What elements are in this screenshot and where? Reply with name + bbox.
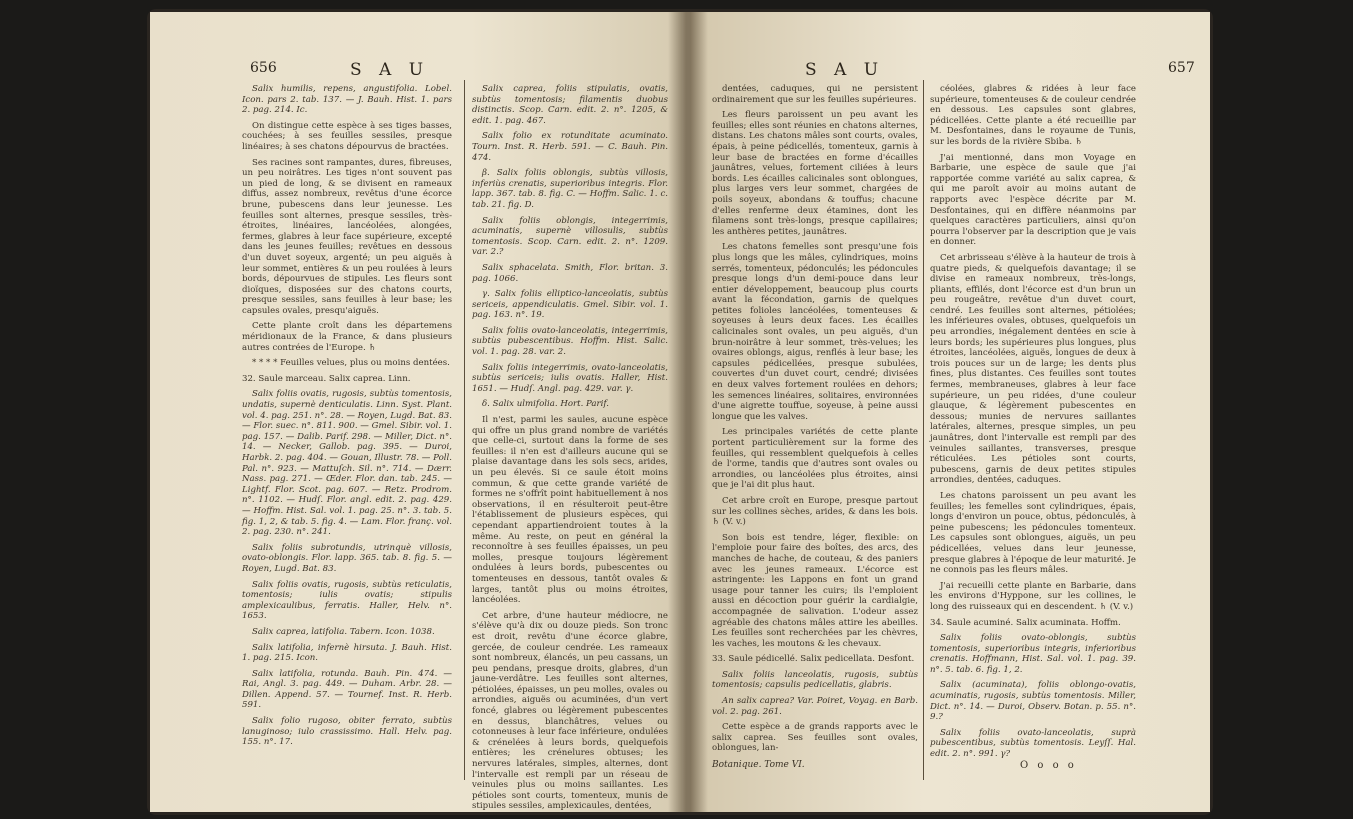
paragraph: 34. Saule acuminé. Salix acuminata. Hoffm. bbox=[930, 617, 1121, 628]
paragraph: Salix sphacelata. Smith, Flor. britan. 3. pag. 1066. bbox=[472, 262, 668, 284]
paragraph: An salix caprea? Var. Poiret, Voyag. en Barb. vol. 2. pag. 261. bbox=[712, 696, 918, 717]
paragraph: 32. Saule marceau. Salix caprea. Linn. bbox=[242, 373, 411, 384]
paragraph: Cette espèce a de grands rapports avec le salix caprea. Ses feuilles sont ovales, oblongues, lan- bbox=[712, 722, 918, 754]
paragraph: Les chatons femelles sont presqu'une fois plus longs que les mâles, cylindriques, moins serrés, tomenteux, pédonculés; les pédoncules presque longs d'un demi-pouce dans leur entier développement, beaucoup plus courts avant la fécondation, garnis de quelques petites folioles lancéolées, tomenteuses & soyeuses à leurs deux faces. Les écailles calicinales sont ovales, un peu aiguës, d'un brun-noirâtre à leur sommet, très-velues; les ovaires oblongs, aigus, renflés à leur base; les capsules pédicellées, presque subulées, couvertes d'un duvet court, cendré; divisées en deux valves fortement roulées en dehors; les semences linéaires, solitaires, environnées d'une aigrette touffue, soyeuse, à peine aussi longue que les valves. bbox=[712, 242, 918, 422]
paragraph: On distingue cette espèce à ses tiges basses, couchées; à ses feuilles sessiles, presque linéaires; à ses chatons dépourvus de bractées. bbox=[242, 120, 452, 152]
paragraph: Il n'est, parmi les saules, aucune espèce qui offre un plus grand nombre de variétés que celle-ci, surtout dans la forme de ses feuilles: il n'en est d'ailleurs aucune qui se plaise davantage dans les sols secs, arides, un peu élevés. Si ce saule étoit moins commun, & que cette grande variété de formes ne s'offrît point habituellement à nos observations, il en résulteroit peut-être l'établissement de plusieurs espèces, qui cependant appartiendroient toutes à la même. Au reste, on peut en général la reconnoître à ses feuilles épaisses, un peu molles, presque toujours légèrement ondulées à leurs bords, pubescentes ou tomenteuses en dessous, tantôt ovales & larges, tantôt plus ou moins étroites, lancéolées. bbox=[472, 415, 668, 606]
paragraph: Cet arbre croît en Europe, presque partout sur les collines sèches, arides, & dans les bois. ♄ (V. v.) bbox=[712, 495, 918, 528]
paragraph: Salix caprea, latifolia. Tabern. Icon. 1038. bbox=[252, 626, 435, 637]
paragraph: J'ai recueilli cette plante en Barbarie, dans les environs d'Hyppone, sur les collines, le long des ruisseaux qui en descendent. ♄ (V. v.) bbox=[930, 580, 1136, 612]
right-page-number: 657 bbox=[1168, 60, 1195, 76]
paragraph: Salix humilis, repens, angustifolia. Lobel. Icon. pars 2. tab. 137. — J. Bauh. Hist. 1. pars 2. pag. 214. Ic. bbox=[242, 84, 452, 116]
paragraph: β. Salix foliis oblongis, subtùs villosis, inferiùs crenatis, superioribus integris. Flor. lapp. 367. tab. 8. fig. C. — Hoffm. Salic. 1. c. tab. 21. fig. D. bbox=[472, 168, 668, 210]
paragraph: Salix latifolia, rotunda. Bauh. Pin. 474. — Rai, Angl. 3. pag. 449. — Duham. Arbr. 28. — Dillen. Append. 57. — Tournef. Inst. R. Herb. 591. bbox=[242, 668, 452, 711]
paragraph: 33. Saule pédicellé. Salix pedicellata. Desfont. bbox=[712, 654, 915, 665]
open-book bbox=[150, 12, 1210, 812]
paragraph: Salix folio ex rotunditate acuminato. Tourn. Inst. R. Herb. 591. — C. Bauh. Pin. 474. bbox=[472, 131, 668, 163]
column-rule bbox=[464, 80, 465, 780]
paragraph: J'ai mentionné, dans mon Voyage en Barbarie, une espèce de saule que j'ai rapportée comme variété au salix caprea, & qui me paroît avoir au moins autant de rapports avec l'espèce décrite par M. Desfontaines, qui en diffère néanmoins par quelques caractères particuliers, ainsi qu'on pourra l'observer par la description que je vais en donner. bbox=[930, 152, 1136, 248]
paragraph: Salix folio rugoso, obiter ferrato, subtùs lanuginoso; iulo crassissimo. Hall. Helv. pag. 155. n°. 17. bbox=[242, 716, 452, 748]
paragraph: Salix foliis ovatis, rugosis, subtùs tomentosis, undatis, supernè denticulatis. Linn. Syst. Plant. vol. 4. pag. 251. n°. 28. — Royen, Lugd. Bat. 83. — Flor. suec. n°. 811. 900. — Gmel. Sibir. vol. 1. pag. 157. — Dalib. Parif. 298. — Miller, Dict. n°. 14. — Necker, Gallob. pag. 395. — Duroi, Harbk. 2. pag. 404. — Gouan, Illustr. 78. — Poll. Pal. n°. 923. — Mattuſch. Sil. n°. 714. — Dærr. Nass. pag. 271. — Œder. Flor. dan. tab. 245. — Lightf. Flor. Scot. pag. 607. — Retz. Prodrom. n°. 1102. — Hudſ. Flor. angl. edit. 2. pag. 429. — Hoffm. Hist. Sal. vol. 1. pag. 25. n°. 3. tab. 5. fig. 1, 2, & tab. 5. fig. 4. — Lam. Flor. franç. vol. 2. pag. 230. n°. 241. bbox=[242, 389, 452, 538]
paragraph: Salix foliis ovato-lanceolatis, integerrimis, subtùs pubescentibus. Hoffm. Hist. Salic. vol. 1. pag. 28. var. 2. bbox=[472, 325, 668, 358]
left-column-2 bbox=[472, 84, 668, 812]
left-page bbox=[150, 12, 682, 812]
signature-mark: O o o o bbox=[1020, 760, 1077, 771]
paragraph: Salix latifolia, infernè hirsuta. J. Bauh. Hist. 1. pag. 215. Icon. bbox=[242, 642, 452, 664]
paragraph: Les chatons paroissent un peu avant les feuilles; les femelles sont cylindriques, épais, longs d'environ un pouce, obtus, pédonculés, à peine pubescens; les pédoncules tomenteux. Les capsules sont oblongues, aiguës, un peu pédicellées, velues dans leur jeunesse, presque glabres à l'époque de leur maturité. Je ne connois pas les fleurs mâles. bbox=[930, 490, 1136, 576]
paragraph: Les principales variétés de cette plante portent particulièrement sur la forme des feuilles, qui ressemblent quelquefois à celles de l'orme, tandis que d'autres sont ovales ou arrondies, ou lancéolées plus étroites, ainsi que je l'ai dit plus haut. bbox=[712, 427, 918, 491]
right-column-2 bbox=[930, 84, 1136, 765]
paragraph: γ. Salix foliis elliptico-lanceolatis, subtùs sericeis, appendiculatis. Gmel. Sibir. vol. 1. pag. 163. n°. 19. bbox=[472, 289, 668, 321]
right-column-1 bbox=[712, 84, 918, 759]
paragraph: Salix foliis oblongis, integerrimis, acuminatis, supernè villosulis, subtùs tomentosis. Scop. Carn. edit. 2. n°. 1209. var. 2.? bbox=[472, 215, 668, 258]
paragraph: Salix foliis ovato-oblongis, subtùs tomentosis, superioribus integris, inferioribus crenatis. Hoffmann, Hist. Sal. vol. 1. pag. 39. n°. 5. tab. 6. fig. 1, 2. bbox=[930, 633, 1136, 675]
paragraph: Salix foliis ovato-lanceolatis, suprà pubescentibus, subtùs tomentosis. Leyſſ. Hal. edit. 2. n°. 991. γ? bbox=[930, 727, 1136, 760]
left-running-head: S A U bbox=[350, 60, 430, 80]
paragraph: Salix (acuminata), foliis oblongo-ovatis, acuminatis, rugosis, subtùs tomentosis. Miller, Dict. n°. 14. — Duroi, Observ. Botan. p. 55. n°. 9.? bbox=[930, 680, 1136, 723]
paragraph: Salix foliis subrotundis, utrinquè villosis, ovato-oblongis. Flor. lapp. 365. tab. 8. fig. 5. — Royen, Lugd. Bat. 83. bbox=[242, 542, 452, 574]
paragraph: Salix foliis integerrimis, ovato-lanceolatis, subtùs sericeis; iulis ovatis. Haller, Hist. 1651. — Hudſ. Angl. pag. 429. var. γ. bbox=[472, 362, 668, 394]
paragraph: Les fleurs paroissent un peu avant les feuilles; elles sont réunies en chatons alternes, distans. Les chatons mâles sont courts, ovales, épais, à peine pédicellés, tomenteux, garnis à leur base de bractées en forme d'écailles jaunâtres, velues, fortement ciliées à leurs bords. Les écailles calicinales sont oblongues, plus larges vers leur sommet, chargées de poils soyeux, abondans & touffus; chacune d'elles renferme deux étamines, dont les filamens sont très-longs, presque capillaires; les anthères petites, jaunâtres. bbox=[712, 110, 918, 237]
paragraph: Son bois est tendre, léger, flexible: on l'emploie pour faire des boîtes, des arcs, des manches de hache, de couteau, & des paniers avec les jeunes rameaux. L'écorce est astringente: les Lappons en font un grand usage pour tanner les cuirs; ils l'emploient aussi en décoction pour guérir la cardialgie, accompagnée de salivation. L'odeur assez agréable des chatons mâles attire les abeilles. Les feuilles sont recherchées par les chèvres, les vaches, les moutons & les chevaux. bbox=[712, 532, 918, 649]
paragraph: Ses racines sont rampantes, dures, fibreuses, un peu noirâtres. Les tiges n'ont souvent pas un pied de long, & se divisent en rameaux diffus, assez nombreux, revêtus d'une écorce brune, pubescens dans leur jeunesse. Les feuilles sont alternes, presque sessiles, très-étroites, linéaires, lancéolées, alongées, fermes, glabres à leur face supérieure, excepté dans les jeunes feuilles; revêtues en dessous d'un duvet soyeux, argenté; un peu aiguës à leur sommet, entières & un peu roulées à leurs bords, dépourvues de stipules. Les fleurs sont dioïques, disposées sur des chatons courts, presque sessiles, sans feuilles à leur base; les capsules ovales, presqu'aiguës. bbox=[242, 157, 452, 316]
right-running-head: S A U bbox=[805, 60, 885, 80]
paragraph: * * * * Feuilles velues, plus ou moins dentées. bbox=[252, 358, 450, 369]
left-page-number: 656 bbox=[250, 60, 277, 76]
volume-footer: Botanique. Tome VI. bbox=[712, 760, 805, 770]
paragraph: céolées, glabres & ridées à leur face supérieure, tomenteuses & de couleur cendrée en dessous. Les capsules sont glabres, pédicellées. Cette plante a été recueillie par M. Desfontaines, dans le royaume de Tunis, sur les bords de la rivière Sbiba. ♄ bbox=[930, 84, 1136, 147]
paragraph: δ. Salix ulmifolia. Hort. Parif. bbox=[482, 399, 610, 410]
right-page bbox=[690, 12, 1210, 812]
paragraph: Salix caprea, foliis stipulatis, ovatis, subtùs tomentosis; filamentis duobus distinctis. Scop. Carn. edit. 2. n°. 1205, & edit. 1. pag. 467. bbox=[472, 84, 668, 126]
paragraph: Salix foliis lanceolatis, rugosis, subtùs tomentosis; capsulis pedicellatis, glabris. bbox=[712, 669, 918, 691]
column-rule bbox=[923, 80, 924, 780]
paragraph: dentées, caduques, qui ne persistent ordinairement que sur les feuilles supérieures. bbox=[712, 84, 918, 105]
paragraph: Cette plante croît dans les départemens méridionaux de la France, & dans plusieurs autres contrées de l'Europe. ♄ bbox=[242, 321, 452, 353]
paragraph: Cet arbrisseau s'élève à la hauteur de trois à quatre pieds, & quelquefois davantage; il se divise en rameaux nombreux, très-longs, pliants, effilés, dont l'écorce est d'un brun un peu rougeâtre, revêtue d'un duvet court, cendré. Les feuilles sont alternes, pétiolées; les inférieures ovales, obtuses, quelquefois un peu arrondies, inégalement dentées en scie à leurs bords; les supérieures plus longues, plus étroites, lancéolées, aiguës, longues de deux à trois pouces sur un de large; les dents plus fines, plus distantes. Ces feuilles sont toutes fermes, membraneuses, glabres à leur face supérieure, un peu ridées, d'une couleur glauque, & légèrement pubescentes en dessous; munies de nervures saillantes latérales, alternes, presque simples, un peu jaunâtres, dont l'intervalle est rempli par des veinules saillantes, transverses, presque réticulées. Les pétioles sont courts, pubescens, garnis de deux petites stipules arrondies, dentées, caduques. bbox=[930, 252, 1136, 486]
paragraph: Cet arbre, d'une hauteur médiocre, ne s'élève qu'à dix ou douze pieds. Son tronc est droit, revêtu d'une écorce glabre, gercée, de couleur cendrée. Les rameaux sont nombreux, élancés, un peu cassans, un peu pendans, presque droits, glabres, d'un jaune-verdâtre. Les feuilles sont alternes, pétiolées, épaisses, un peu molles, ovales ou arrondies, aiguës ou acuminées, d'un vert foncé, glabres ou légèrement pubescentes en dessus, blanchâtres, velues ou cotonneuses à leur face inférieure, ondulées & crénelées à leurs bords, quelquefois entières; les crénelures obtuses; les nervures latérales, simples, alternes, dont l'intervalle est rempli par un réseau de veinules plus ou moins saillantes. Les pétioles sont courts, tomenteux, munis de stipules sessiles, amplexicaules, dentées, bbox=[472, 610, 668, 812]
left-column-1 bbox=[242, 84, 452, 753]
paragraph: Salix foliis ovatis, rugosis, subtùs reticulatis, tomentosis; iulis ovatis; stipulis amplexicaulibus, ferratis. Haller, Helv. n°. 1653. bbox=[242, 579, 452, 622]
